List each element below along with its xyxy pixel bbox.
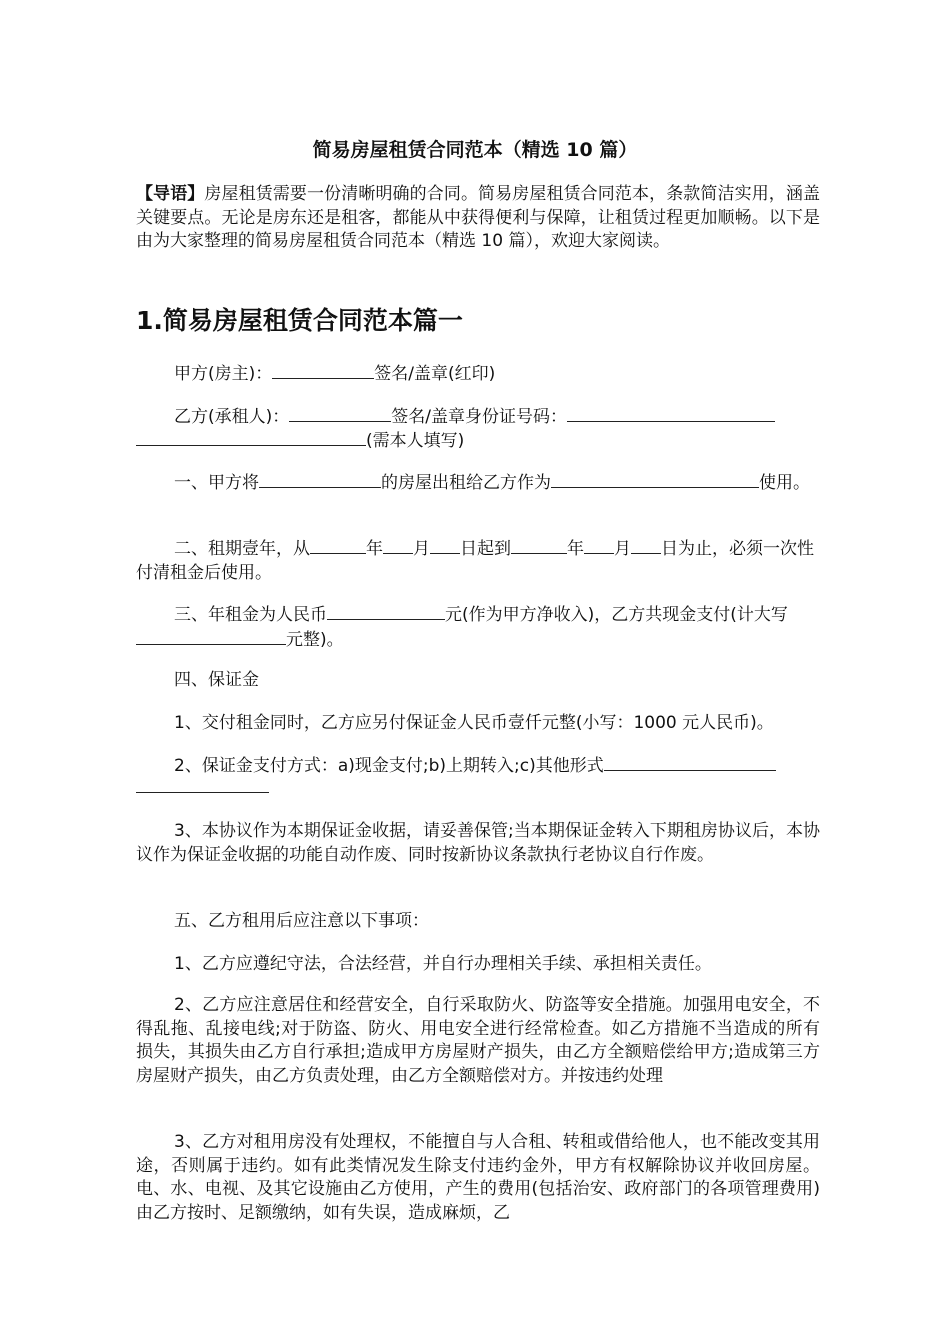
clause-5-item-1: 1、乙方应遵纪守法，合法经营，并自行办理相关手续、承担相关责任。 (174, 954, 712, 974)
party-b-line (136, 405, 820, 430)
party-b-id-blank-2 (136, 429, 366, 446)
clause-4-item-3: 3、本协议作为本期保证金收据，请妥善保管;当本期保证金转入下期租房协议后，本协议作为保证金收据的功能自动作废、同时按新协议条款执行老协议自行作废。 (136, 821, 820, 865)
clause-2-start-year-blank (310, 537, 366, 554)
clause-2-end-day-blank (631, 537, 661, 554)
clause-2-year-label-2: 年 (567, 539, 584, 559)
clause-1-text-b: 的房屋出租给乙方作为 (381, 473, 551, 493)
party-b-note: (需本人填写) (366, 431, 465, 451)
clause-4-item-2-text: 2、保证金支付方式：a)现金支付;b)上期转入;c)其他形式 (174, 756, 604, 776)
party-a-sign-label: 签名/盖章(红印) (374, 364, 496, 384)
party-a-line (136, 362, 820, 387)
clause-1-use-blank (551, 471, 759, 488)
party-b-label: 乙方(承租人)： (174, 407, 290, 427)
clause-3-amount-blank (327, 603, 445, 620)
party-b-id-blank (567, 405, 775, 422)
document-title: 简易房屋租赁合同范本（精选 10 篇） (312, 139, 638, 161)
clause-4-item-1: 1、交付租金同时，乙方应另付保证金人民币壹仟元整(小写：1000 元人民币)。 (174, 713, 774, 733)
clause-4-other-blank (604, 754, 776, 771)
clause-2-end-month-blank (584, 537, 614, 554)
clause-4-item-2 (136, 754, 820, 779)
clause-4-heading: 四、保证金 (174, 670, 259, 690)
clause-1 (136, 471, 820, 496)
clause-5-item-2: 2、乙方应注意居住和经营安全，自行采取防火、防盗等安全措施。加强用电安全，不得乱拖、乱接电线;对于防盗、防火、用电安全进行经常检查。如乙方措施不当造成的所有损失，其损失由乙方自行承担;造成甲方房屋财产损失，由乙方全额赔偿给甲方;造成第三方房屋财产损失，由乙方负责处理，由乙方全额赔偿对方。并按违约处理 (136, 995, 820, 1086)
clause-3 (136, 603, 820, 652)
intro-tag: 【导语】 (136, 184, 205, 204)
clause-3-text-c: 元整)。 (286, 629, 344, 650)
clause-1-text-c: 使用。 (759, 473, 810, 493)
party-a-name-blank (272, 362, 374, 379)
clause-5-item-3: 3、乙方对租用房没有处理权，不能擅自与人合租、转租或借给他人，也不能改变其用途，否则属于违约。如有此类情况发生除支付违约金外，甲方有权解除协议并收回房屋。电、水、电视、及其它设施由乙方使用，产生的费用(包括治安、政府部门的各项管理费用)由乙方按时、足额缴纳，如有失误，造成麻烦，乙 (136, 1132, 820, 1223)
clause-2-year-label: 年 (366, 539, 383, 559)
clause-2-text-a: 二、租期壹年，从 (174, 539, 310, 559)
clause-2-end-year-blank (511, 537, 567, 554)
party-b-sign-label: 签名/盖章身份证号码： (391, 407, 567, 427)
clause-2-month-label: 月 (413, 539, 430, 559)
clause-2 (136, 537, 820, 585)
clause-2-start-month-blank (383, 537, 413, 554)
clause-1-location-blank (259, 471, 381, 488)
clause-2-text-end: 日为止，必须一次性付清租金后使用。 (136, 539, 814, 583)
party-b-name-blank (289, 405, 391, 422)
intro-text: 房屋租赁需要一份清晰明确的合同。简易房屋租赁合同范本，条款简洁实用，涵盖关键要点。无论是房东还是租客，都能从中获得便利与保障，让租赁过程更加顺畅。以下是由为大家整理的简易房屋租赁合同范本（精选 10 篇），欢迎大家阅读。 (136, 184, 821, 251)
section-heading-1: 1.简易房屋租赁合同范本篇一 (136, 306, 463, 335)
clause-1-text-a: 一、甲方将 (174, 473, 259, 493)
clause-4-other-blank-2 (136, 792, 269, 793)
clause-2-from-label: 日起到 (460, 539, 511, 559)
clause-2-month-label-2: 月 (614, 539, 631, 559)
party-b-line-2 (136, 429, 820, 454)
intro-paragraph (136, 183, 820, 254)
clause-2-start-day-blank (430, 537, 460, 554)
clause-3-text-b: 元(作为甲方净收入)，乙方共现金支付(计大写 (445, 605, 788, 625)
party-a-label: 甲方(房主)： (174, 364, 273, 384)
clause-3-capital-blank (136, 628, 286, 645)
clause-3-text-a: 三、年租金为人民币 (174, 605, 327, 625)
clause-5-heading: 五、乙方租用后应注意以下事项： (174, 911, 429, 931)
